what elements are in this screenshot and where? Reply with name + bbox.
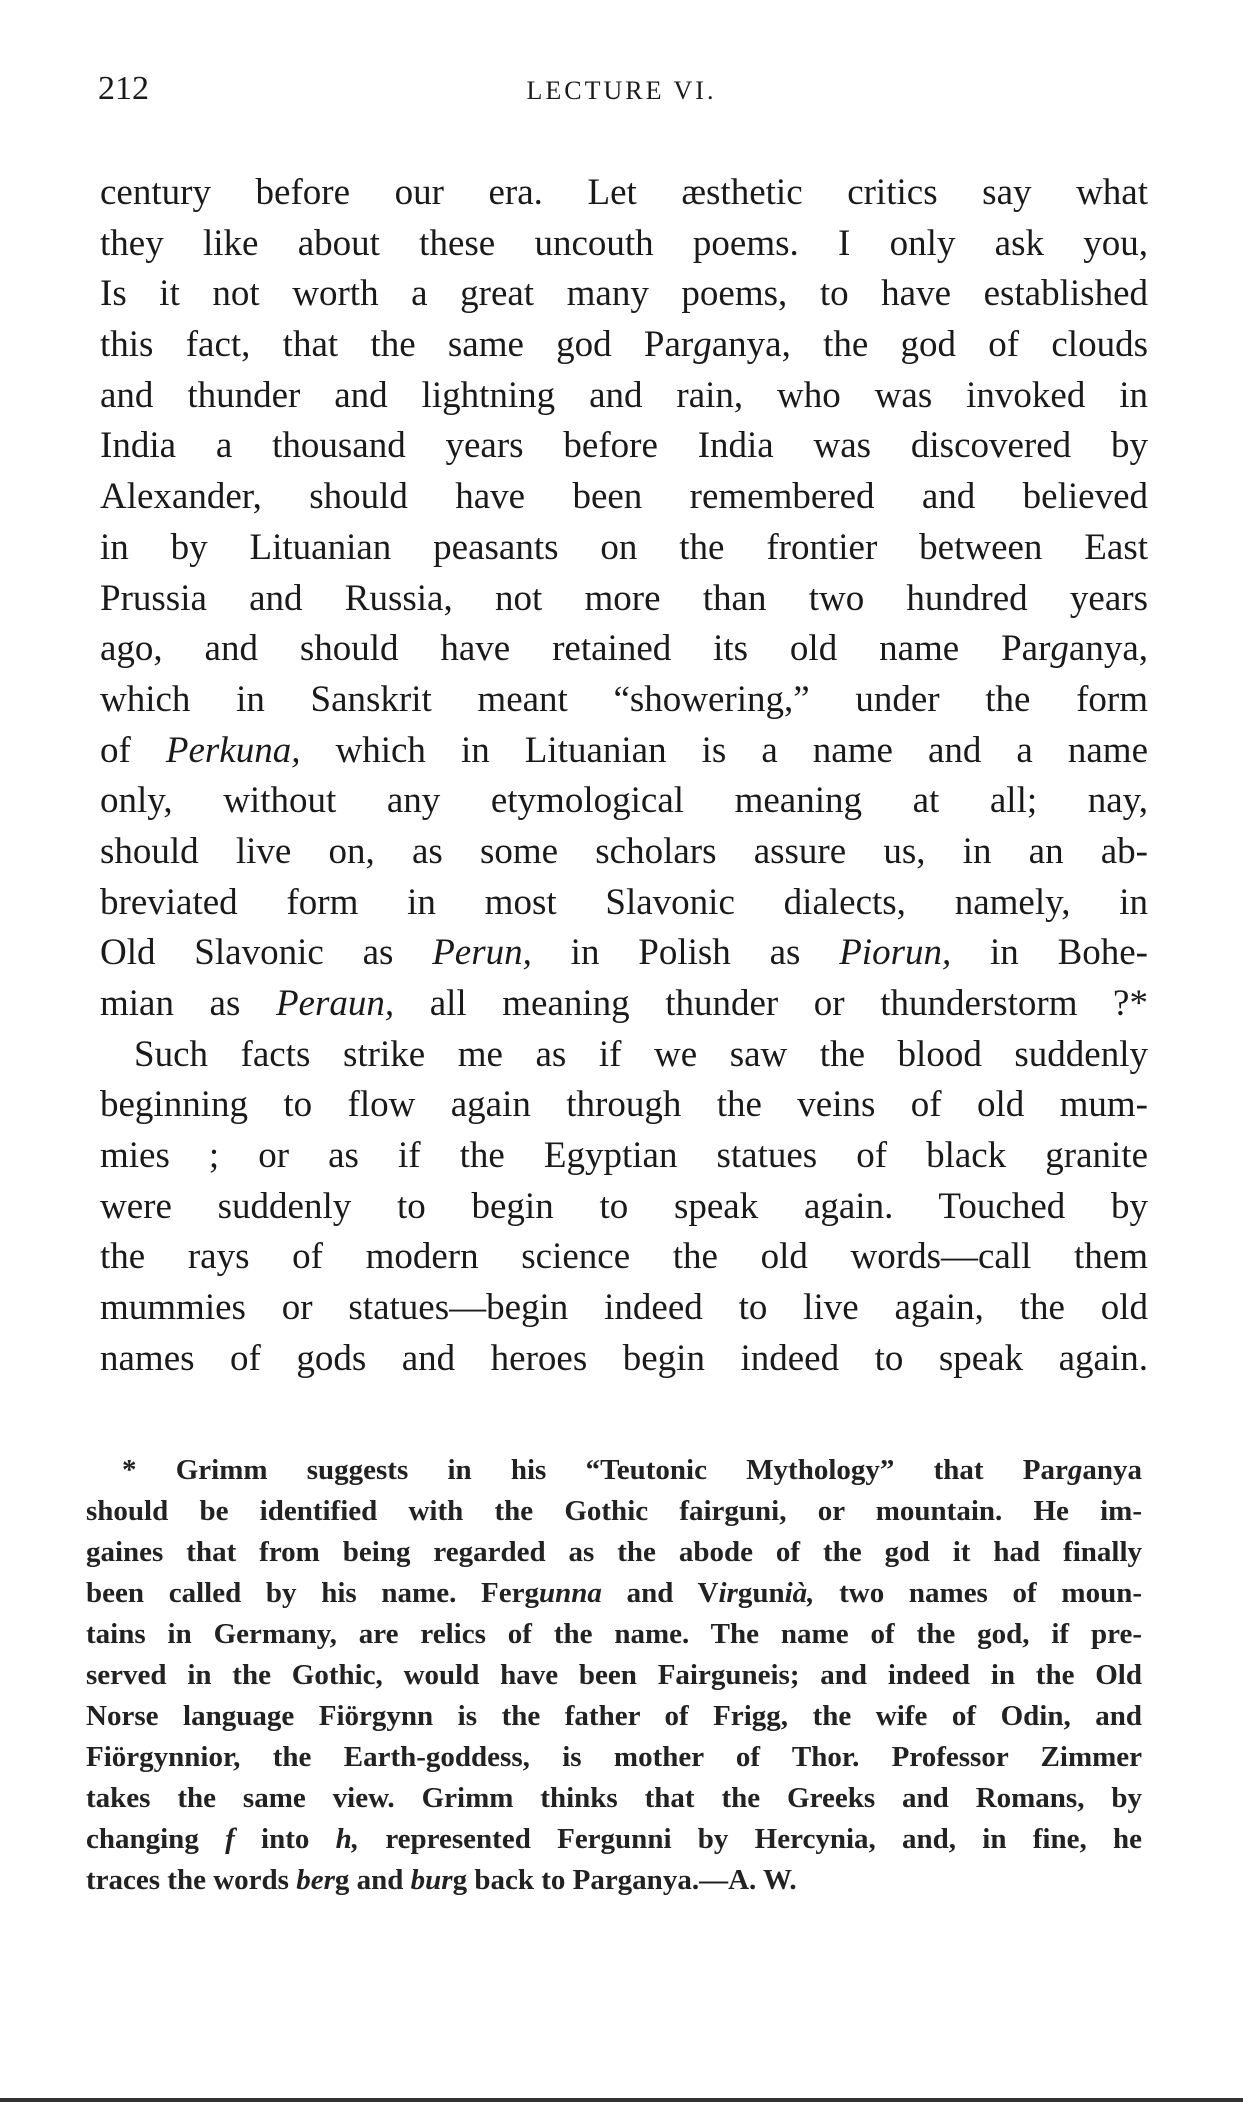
text-run: ago, and should have retained its old name Par <box>100 628 1051 670</box>
text-run: names of gods and heroes begin indeed to speak again. <box>100 1337 1148 1379</box>
text-run: tains in Germany, are relics of the name. The name of the god, if pre- <box>86 1618 1142 1650</box>
text-run: Is it not worth a great many poems, to have established <box>100 273 1148 315</box>
text-run: traces the words <box>86 1864 297 1896</box>
text-run: which in Lituanian is a name and a name <box>300 729 1148 771</box>
body-line <box>100 1182 1148 1233</box>
text-run: and V <box>601 1577 719 1609</box>
text-run: served in the Gothic, would have been Fairguneis; and indeed in the Old <box>86 1659 1142 1691</box>
italic-text: Piorun, <box>839 932 952 974</box>
body-line <box>100 928 1148 979</box>
text-run: gaines that from being regarded as the abode of the god it had finally <box>86 1536 1142 1568</box>
body-line <box>100 1131 1148 1182</box>
text-run: they like about these uncouth poems. I only ask you, <box>100 222 1148 264</box>
footnote-line <box>86 1573 1142 1614</box>
body-line <box>100 624 1148 675</box>
text-run: g and <box>334 1864 411 1896</box>
body-line <box>100 979 1148 1030</box>
body-line <box>100 1232 1148 1283</box>
text-run: Alexander, should have been remembered and believed <box>100 476 1148 518</box>
italic-text: g <box>693 324 712 366</box>
footnote-line <box>86 1737 1142 1778</box>
body-line <box>100 1030 1148 1081</box>
body-line <box>100 1283 1148 1334</box>
body-line <box>100 371 1148 422</box>
text-run: gun <box>737 1577 785 1609</box>
body-line <box>100 574 1148 625</box>
italic-text: f <box>225 1823 235 1855</box>
bottom-rule <box>0 2098 1243 2102</box>
text-run: Such facts strike me as if we saw the blood suddenly <box>134 1033 1148 1075</box>
body-line <box>100 421 1148 472</box>
text-run: of <box>100 729 166 771</box>
body-line <box>100 472 1148 523</box>
text-run: India a thousand years before India was discovered by <box>100 425 1148 467</box>
text-run: should be identified with the Gothic fairguni, or mountain. He im- <box>86 1495 1142 1527</box>
page-number: 212 <box>98 70 149 107</box>
footnote-line <box>86 1450 1142 1491</box>
text-run: in by Lituanian peasants on the frontier between East <box>100 526 1148 568</box>
text-run: Prussia and Russia, not more than two hundred years <box>100 577 1148 619</box>
text-run: takes the same view. Grimm thinks that the Greeks and Romans, by <box>86 1782 1142 1814</box>
text-run: Norse language Fiörgynn is the father of Frigg, the wife of Odin, and <box>86 1700 1142 1732</box>
text-run: only, without any etymological meaning at all; nay, <box>100 780 1148 822</box>
italic-text: Peraun, <box>275 983 395 1024</box>
text-run: century before our era. Let æsthetic critics say what <box>100 172 1148 213</box>
footnote-line <box>86 1491 1142 1532</box>
footnote-line <box>86 1614 1142 1655</box>
text-run: the rays of modern science the old words—call them <box>100 1236 1148 1278</box>
text-run: two names of moun- <box>814 1577 1142 1609</box>
text-run: * Grimm suggests in his “Teutonic Mythology” that Par <box>122 1454 1068 1486</box>
body-line <box>100 320 1148 371</box>
body-line <box>100 827 1148 878</box>
footnote-line <box>86 1819 1142 1860</box>
text-run: all meaning thunder or thunderstorm ?* <box>394 983 1148 1024</box>
body-line <box>100 1080 1148 1131</box>
text-run: anya <box>1082 1454 1142 1486</box>
text-run: Old Slavonic as <box>100 932 433 974</box>
text-run: mies ; or as if the Egyptian statues of black granite <box>100 1135 1148 1177</box>
body-line <box>100 878 1148 929</box>
body-line <box>100 776 1148 827</box>
italic-text: h, <box>335 1823 360 1855</box>
text-run: beginning to flow again through the veins of old mum- <box>100 1084 1148 1126</box>
running-title: LECTURE VI. <box>526 76 717 105</box>
text-run: this fact, that the same god Par <box>100 324 694 366</box>
text-run: Fiörgynnior, the Earth-goddess, is mother of Thor. Professor Zimmer <box>86 1741 1142 1773</box>
body-line <box>100 168 1148 219</box>
body-line <box>100 1334 1148 1385</box>
text-run: and thunder and lightning and rain, who was invoked in <box>100 374 1148 416</box>
footnote-line <box>86 1655 1142 1696</box>
text-run: g back to Parganya.—A. W. <box>452 1864 797 1896</box>
body-line <box>100 675 1148 726</box>
text-run: were suddenly to begin to speak again. Touched by <box>100 1185 1148 1227</box>
text-run: mian as <box>100 983 276 1024</box>
text-run: should live on, as some scholars assure us, in an ab- <box>100 830 1148 872</box>
text-run: been called by his name. Ferg <box>86 1577 539 1609</box>
italic-text: g <box>1067 1454 1083 1486</box>
italic-text: ià, <box>784 1577 815 1609</box>
body-line <box>100 219 1148 270</box>
italic-text: bur <box>410 1864 453 1896</box>
text-run: anya, <box>1068 628 1148 670</box>
body-line <box>100 523 1148 574</box>
italic-text: Perun, <box>432 932 532 974</box>
body-line <box>100 726 1148 777</box>
italic-text: g <box>1050 628 1069 670</box>
italic-text: ir <box>718 1577 738 1609</box>
text-run: in Polish as <box>531 932 840 974</box>
italic-text: Perkuna, <box>165 729 301 771</box>
footnote-line <box>86 1860 1142 1901</box>
body-line <box>100 269 1148 320</box>
text-run: anya, the god of clouds <box>711 324 1148 366</box>
text-run: in Bohe- <box>951 932 1149 974</box>
text-run: mummies or statues—begin indeed to live again, the old <box>100 1287 1148 1329</box>
text-run: breviated form in most Slavonic dialects, namely, in <box>100 881 1148 923</box>
text-run: into <box>234 1823 336 1855</box>
footnote <box>86 1450 1142 1901</box>
text-run: represented Fergunni by Hercynia, and, in fine, he <box>359 1823 1142 1855</box>
text-run: changing <box>86 1823 226 1855</box>
italic-text: unna <box>538 1577 602 1609</box>
text-run: which in Sanskrit meant “showering,” under the form <box>100 678 1148 720</box>
footnote-line <box>86 1696 1142 1737</box>
footnote-line <box>86 1532 1142 1573</box>
footnote-line <box>86 1778 1142 1819</box>
italic-text: ber <box>296 1864 335 1896</box>
body-text <box>100 168 1148 1385</box>
